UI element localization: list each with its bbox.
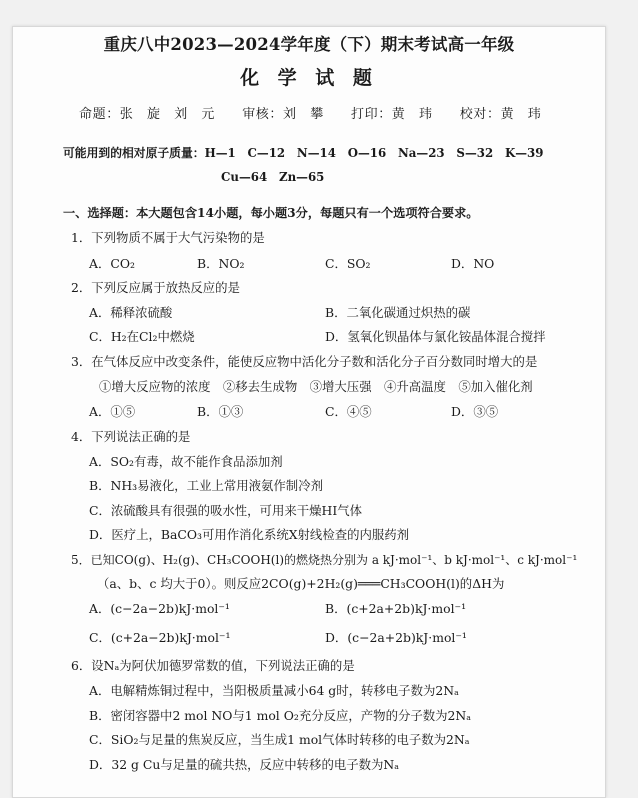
- atomic-masses-line-1: 可能用到的相对原子质量：H—1 C—12 N—14 O—16 Na—23 S—32 K—39: [63, 146, 544, 160]
- question-6-option-d: D．32 g Cu与足量的硫共热，反应中转移的电子数为Nₐ: [89, 757, 400, 772]
- question-5-option-a: A．(c−2a−2b)kJ·mol⁻¹: [89, 601, 230, 616]
- question-5-option-c: C．(c+2a−2b)kJ·mol⁻¹: [89, 630, 231, 645]
- section-title: 一、选择题：本大题包含14小题，每小题3分，每题只有一个选项符合要求。: [63, 206, 479, 220]
- question-2-option-b: B．二氧化碳通过炽热的碳: [325, 305, 471, 320]
- question-4-option-d: D．医疗上，BaCO₃可用作消化系统X射线检查的内服药剂: [89, 527, 410, 542]
- question-1-option-d: D．NO: [451, 256, 495, 271]
- question-3-option-d: D．③⑤: [451, 404, 499, 419]
- question-1-option-b: B．NO₂: [197, 256, 245, 271]
- question-4-stem: 4．下列说法正确的是: [71, 429, 191, 444]
- exam-page: [12, 26, 606, 798]
- question-3-option-b: B．①③: [197, 404, 244, 419]
- question-4-option-c: C．浓硫酸具有很强的吸水性，可用来干燥HI气体: [89, 503, 362, 518]
- question-4-option-b: B．NH₃易液化，工业上常用液氨作制冷剂: [89, 478, 323, 493]
- question-6-option-a: A．电解精炼铜过程中，当阳极质量减小64 g时，转移电子数为2Nₐ: [89, 683, 459, 698]
- question-5-condition: （a、b、c 均大于0）。则反应2CO(g)+2H₂(g)═══CH₃COOH(l)的ΔH为: [97, 576, 505, 591]
- question-3-option-a: A．①⑤: [89, 404, 136, 419]
- question-6-stem: 6．设Nₐ为阿伏加德罗常数的值，下列说法正确的是: [71, 658, 355, 673]
- staff-line: 命题：张 旋 刘 元 审核：刘 攀 打印：黄 玮 校对：黄 玮: [79, 107, 542, 122]
- question-6-option-c: C．SiO₂与足量的焦炭反应，当生成1 mol气体时转移的电子数为2Nₐ: [89, 732, 470, 747]
- question-4-option-a: A．SO₂有毒，故不能作食品添加剂: [89, 454, 283, 469]
- question-3-option-c: C．④⑤: [325, 404, 372, 419]
- question-3-stem: 3．在气体反应中改变条件，能使反应物中活化分子数和活化分子百分数同时增大的是: [71, 354, 538, 369]
- question-5-stem: 5．已知CO(g)、H₂(g)、CH₃COOH(l)的燃烧热分别为 a kJ·mol⁻¹、b kJ·mol⁻¹、c kJ·mol⁻¹: [71, 553, 578, 567]
- subject-title: 化 学 试 题: [240, 67, 378, 89]
- question-2-option-a: A．稀释浓硫酸: [89, 305, 173, 320]
- question-2-option-c: C．H₂在Cl₂中燃烧: [89, 329, 195, 344]
- question-2-option-d: D．氢氧化钡晶体与氯化铵晶体混合搅拌: [325, 329, 546, 344]
- question-6-option-b: B．密闭容器中2 mol NO与1 mol O₂充分反应，产物的分子数为2Nₐ: [89, 708, 472, 723]
- question-1-option-c: C．SO₂: [325, 256, 371, 271]
- question-5-option-b: B．(c+2a+2b)kJ·mol⁻¹: [325, 601, 467, 616]
- question-2-stem: 2．下列反应属于放热反应的是: [71, 280, 240, 295]
- question-5-option-d: D．(c−2a+2b)kJ·mol⁻¹: [325, 630, 467, 645]
- question-1-stem: 1．下列物质不属于大气污染物的是: [71, 230, 265, 245]
- question-3-conditions: ①增大反应物的浓度 ②移去生成物 ③增大压强 ④升高温度 ⑤加入催化剂: [99, 379, 533, 394]
- question-1-option-a: A．CO₂: [89, 256, 135, 271]
- atomic-masses-line-2: Cu—64 Zn—65: [221, 170, 325, 184]
- exam-title: 重庆八中2023—2024学年度（下）期末考试高一年级: [103, 35, 515, 54]
